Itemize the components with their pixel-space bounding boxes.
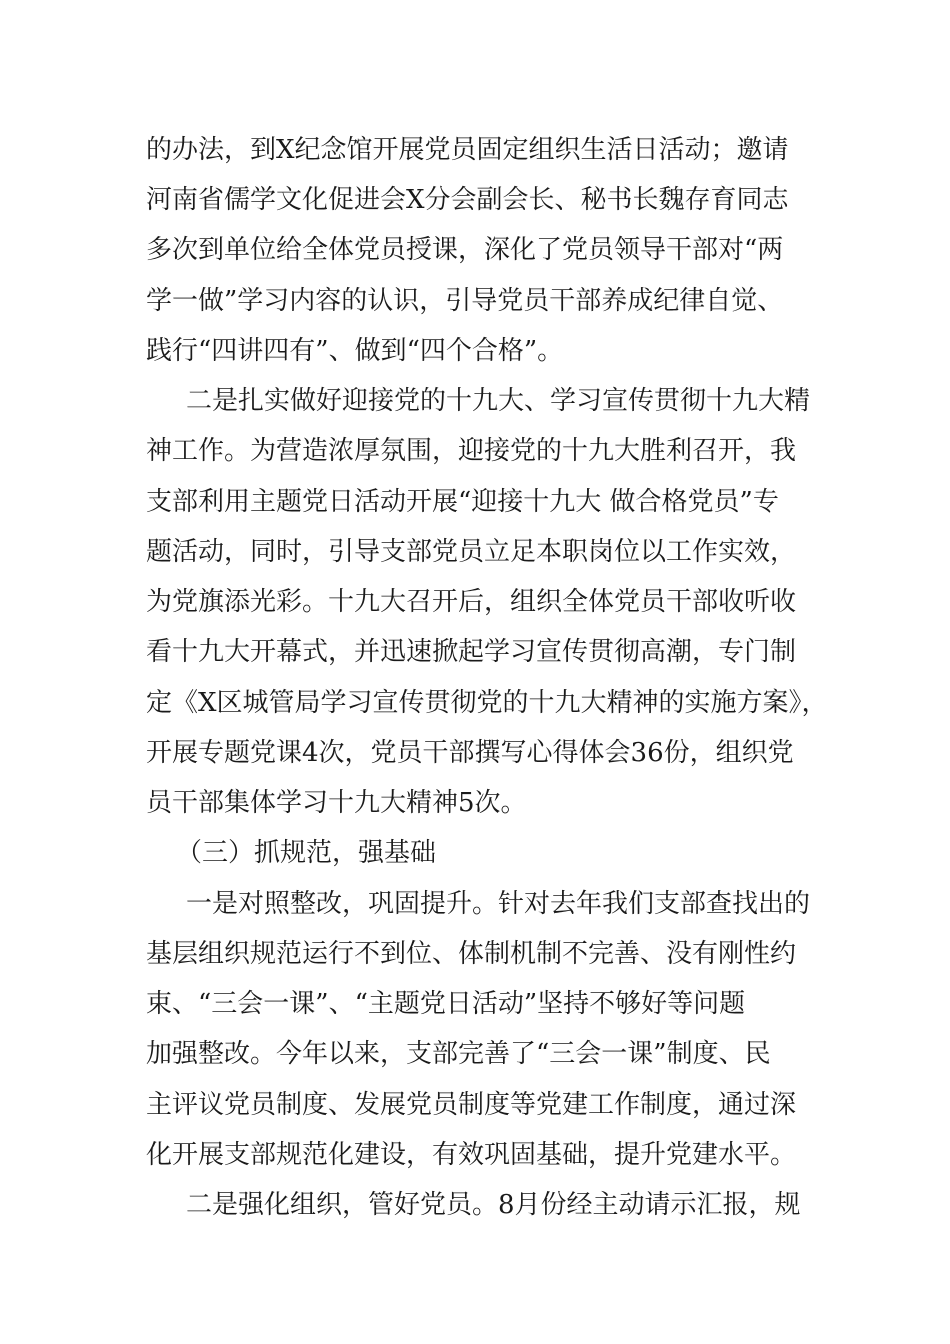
text-line: 践行“四讲四有”、做到“四个合格”。 xyxy=(146,336,564,366)
text-line: 化开展支部规范化建设，有效巩固基础，提升党建水平。 xyxy=(146,1140,797,1170)
text-line: 河南省儒学文化促进会X分会副会长、秘书长魏存育同志 xyxy=(146,185,789,215)
text-line: 开展专题党课4次，党员干部撰写心得体会36份，组织党 xyxy=(146,738,794,768)
text-line: 看十九大开幕式，并迅速掀起学习宣传贯彻高潮，专门制 xyxy=(146,637,797,667)
text-line: 神工作。为营造浓厚氛围，迎接党的十九大胜利召开，我 xyxy=(146,436,797,466)
text-line: 学一做”学习内容的认识，引导党员干部养成纪律自觉、 xyxy=(146,286,784,316)
text-line: 支部利用主题党日活动开展“迎接十九大 做合格党员”专 xyxy=(146,487,779,517)
text-line: 主评议党员制度、发展党员制度等党建工作制度，通过深 xyxy=(146,1090,797,1120)
section-heading: （三）抓规范，强基础 xyxy=(176,838,437,868)
paragraph-start-line: 二是强化组织，管好党员。8月份经主动请示汇报，规 xyxy=(186,1190,801,1220)
text-line: 束、“三会一课”、“主题党日活动”坚持不够好等问题 xyxy=(146,989,746,1019)
paragraph-start-line: 一是对照整改，巩固提升。针对去年我们支部查找出的 xyxy=(186,889,811,919)
text-line: 定《X区城管局学习宣传贯彻党的十九大精神的实施方案》， xyxy=(146,688,828,718)
paragraph-start-line: 二是扎实做好迎接党的十九大、学习宣传贯彻十九大精 xyxy=(186,386,811,416)
text-line: 加强整改。今年以来，支部完善了“三会一课”制度、民 xyxy=(146,1039,771,1069)
text-line: 的办法，到X纪念馆开展党员固定组织生活日活动；邀请 xyxy=(146,135,789,165)
text-line: 多次到单位给全体党员授课，深化了党员领导干部对“两 xyxy=(146,235,784,265)
text-line: 题活动，同时，引导支部党员立足本职岗位以工作实效， xyxy=(146,537,797,567)
text-line: 员干部集体学习十九大精神5次。 xyxy=(146,788,527,818)
text-line: 基层组织规范运行不到位、体制机制不完善、没有刚性约 xyxy=(146,939,797,969)
text-line: 为党旗添光彩。十九大召开后，组织全体党员干部收听收 xyxy=(146,587,797,617)
